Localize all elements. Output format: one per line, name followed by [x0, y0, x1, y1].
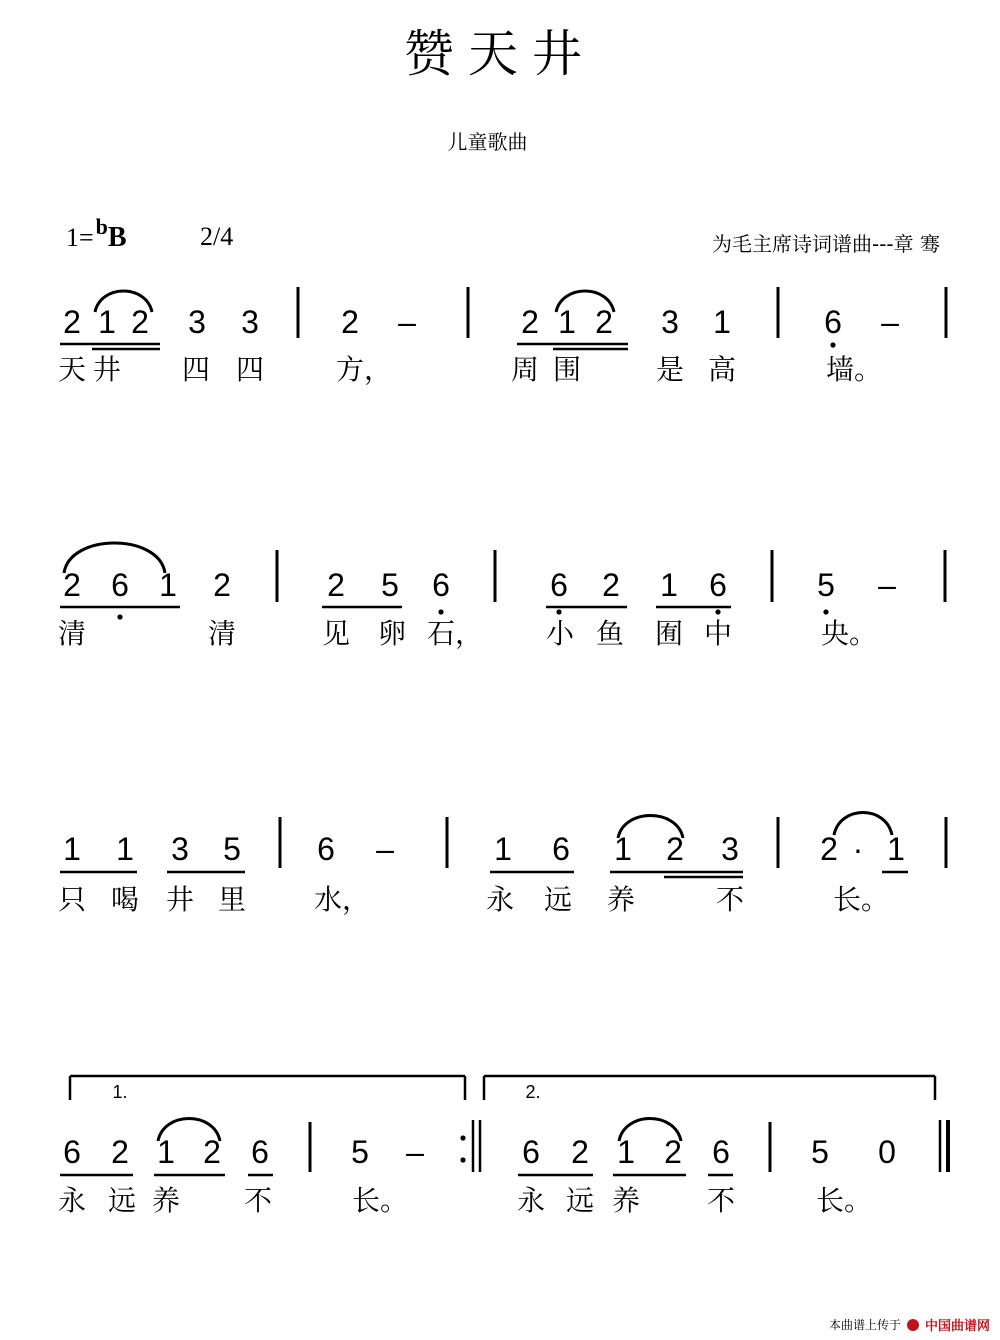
jianpu-note: – [398, 304, 416, 340]
low-octave-dot [830, 342, 835, 347]
lyric-syllable: 永 [517, 1185, 546, 1216]
lyric-syllable: 墙。 [826, 354, 883, 385]
jianpu-note: 1 [617, 1134, 635, 1170]
jianpu-note: 3 [188, 304, 206, 340]
lyric-syllable: 卵 [378, 618, 407, 649]
lyric-syllable: 永 [486, 884, 515, 915]
site-logo-text: 中国曲谱网 [924, 1319, 990, 1334]
low-octave-dot [823, 609, 828, 614]
jianpu-note: 6 [552, 831, 570, 867]
lyric-syllable: 小 [546, 618, 575, 649]
jianpu-note: 6 [63, 1134, 81, 1170]
jianpu-note: 6 [550, 567, 568, 603]
lyric-syllable: 清 [58, 618, 87, 649]
low-octave-dot [556, 609, 561, 614]
lyric-syllable: 远 [544, 884, 573, 915]
low-octave-dot [438, 609, 443, 614]
jianpu-note: 2 [571, 1134, 589, 1170]
lyric-syllable: 鱼 [596, 618, 625, 649]
key-note: B [107, 222, 127, 253]
lyric-syllable: 养 [152, 1185, 181, 1216]
lyric-syllable: 远 [108, 1185, 137, 1216]
flat-sign: b [95, 214, 108, 239]
song-subtitle: 儿童歌曲 [447, 130, 528, 154]
jianpu-note: 1 [558, 304, 576, 340]
lyric-syllable: 周 [511, 354, 540, 385]
repeat-dot [460, 1135, 465, 1140]
lyric-syllable: 远 [566, 1185, 595, 1216]
jianpu-note: 2 [131, 304, 149, 340]
jianpu-note: 6 [111, 567, 129, 603]
footer-credit [829, 1315, 990, 1334]
jianpu-note: 1 [614, 831, 632, 867]
lyric-syllable: 里 [218, 884, 247, 915]
lyric-syllable: 长。 [352, 1185, 409, 1216]
jianpu-note: 2 [664, 1134, 682, 1170]
jianpu-note: 1 [116, 831, 134, 867]
lyric-syllable: 围 [553, 354, 582, 385]
lyric-syllable: 长。 [816, 1185, 873, 1216]
low-octave-dot [117, 614, 122, 619]
jianpu-note: 5 [817, 567, 835, 603]
lyric-syllable: 中 [704, 618, 733, 649]
lyric-syllable: 不 [244, 1185, 273, 1216]
jianpu-note: 2 [666, 831, 684, 867]
jianpu-note: – [376, 831, 394, 867]
lyric-syllable: 见 [322, 618, 351, 649]
composer-credit: 为毛主席诗词谱曲---章 骞 [711, 232, 940, 256]
jianpu-note: 1 [887, 831, 905, 867]
jianpu-note: 1 [63, 831, 81, 867]
lyric-syllable: 四 [236, 354, 265, 385]
jianpu-note: 1 [159, 567, 177, 603]
jianpu-note: 3 [171, 831, 189, 867]
footer-text: 本曲谱上传于 [828, 1318, 901, 1332]
jianpu-note: 2 [203, 1134, 221, 1170]
jianpu-note: 2 [602, 567, 620, 603]
lyric-syllable: 囿 [655, 618, 684, 649]
jianpu-note: 3 [241, 304, 259, 340]
jianpu-note: – [406, 1134, 424, 1170]
site-logo-icon [907, 1319, 919, 1331]
lyric-syllable: 不 [716, 884, 745, 915]
jianpu-note: 2 [213, 567, 231, 603]
jianpu-note: 5 [351, 1134, 369, 1170]
lyric-syllable: 清 [208, 618, 237, 649]
jianpu-note: 3 [721, 831, 739, 867]
jianpu-note: 2 [820, 831, 838, 867]
lyric-syllable: 只 [58, 884, 87, 915]
lyric-syllable: 养 [607, 884, 636, 915]
jianpu-note: 1 [494, 831, 512, 867]
lyric-syllable: 水， [314, 884, 371, 915]
jianpu-note: · [852, 831, 864, 867]
jianpu-note: 6 [251, 1134, 269, 1170]
jianpu-note: 6 [709, 567, 727, 603]
lyric-syllable: 长。 [833, 884, 890, 915]
jianpu-note: 1 [660, 567, 678, 603]
jianpu-note: 6 [522, 1134, 540, 1170]
jianpu-note: – [878, 567, 896, 603]
time-signature: 2/4 [200, 222, 234, 251]
jianpu-note: 6 [432, 567, 450, 603]
volta-label: 1. [112, 1082, 128, 1102]
jianpu-note: 5 [223, 831, 241, 867]
repeat-dot [460, 1157, 465, 1162]
lyric-syllable: 央。 [821, 618, 878, 649]
jianpu-note: 6 [824, 304, 842, 340]
song-title: 赞天井 [404, 25, 596, 83]
lyric-syllable: 不 [707, 1185, 736, 1216]
jianpu-note: 5 [381, 567, 399, 603]
jianpu-note: 1 [713, 304, 731, 340]
jianpu-note: 2 [63, 304, 81, 340]
lyric-syllable: 石， [427, 618, 484, 649]
jianpu-note: 3 [661, 304, 679, 340]
jianpu-note: 5 [811, 1134, 829, 1170]
lyric-syllable: 井 [166, 884, 195, 915]
lyric-syllable: 方， [336, 354, 393, 385]
lyric-syllable: 高 [708, 354, 737, 385]
jianpu-note: 1 [98, 304, 116, 340]
volta-label: 2. [525, 1082, 541, 1102]
jianpu-note: 2 [63, 567, 81, 603]
jianpu-note: 6 [317, 831, 335, 867]
jianpu-note: – [881, 304, 899, 340]
jianpu-note: 0 [878, 1134, 896, 1170]
lyric-syllable: 四 [182, 354, 211, 385]
jianpu-note: 6 [712, 1134, 730, 1170]
lyric-syllable: 井 [93, 354, 122, 385]
lyric-syllable: 喝 [111, 884, 140, 915]
jianpu-note: 2 [595, 304, 613, 340]
jianpu-note: 2 [327, 567, 345, 603]
lyric-syllable: 永 [58, 1185, 87, 1216]
lyric-syllable: 是 [656, 354, 685, 385]
low-octave-dot [715, 609, 720, 614]
jianpu-note: 2 [521, 304, 539, 340]
jianpu-note: 1 [157, 1134, 175, 1170]
lyric-syllable: 天 [58, 354, 87, 385]
lyric-syllable: 养 [612, 1185, 641, 1216]
jianpu-note: 2 [341, 304, 359, 340]
jianpu-note: 2 [111, 1134, 129, 1170]
key-prefix: 1= [66, 223, 94, 252]
